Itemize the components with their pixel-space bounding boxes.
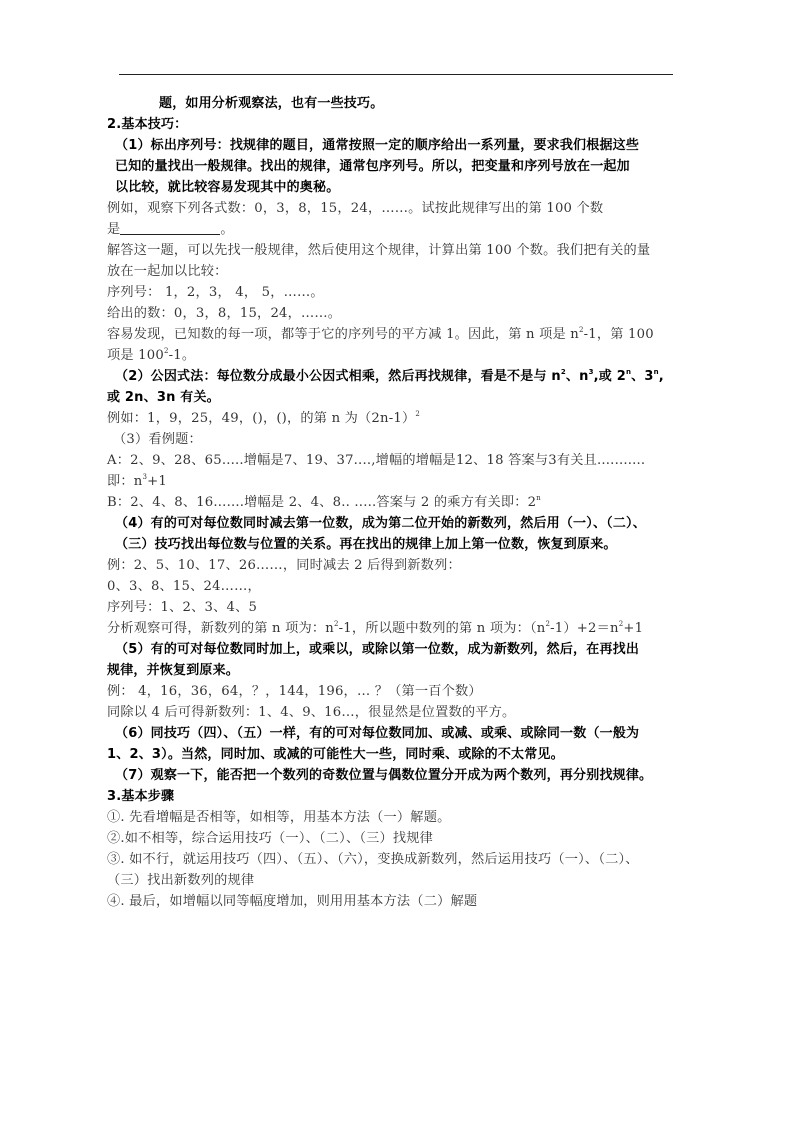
text-span: -1）+2＝n bbox=[550, 621, 619, 636]
section-heading-basic-steps: 3.基本步骤 bbox=[107, 789, 175, 804]
text-span: +1 bbox=[147, 474, 167, 489]
example-line: 例：2、5、10、17、26……，同时减去 2 后得到新数列： bbox=[107, 558, 461, 573]
text-span: -1，所以题中数列的第 n 项为：（n bbox=[338, 621, 546, 636]
superscript: 2 bbox=[560, 368, 566, 376]
text-span: （2）公因式法：每位数分成最小公因式相乘，然后再找规律，看是不是与 n bbox=[115, 369, 561, 384]
step-3-continued: （三）找出新数列的规律 bbox=[107, 873, 255, 888]
example-line: 同除以 4 后可得新数列：1、4、9、16…，很显然是位置数的平方。 bbox=[107, 705, 516, 720]
example-line bbox=[107, 408, 677, 429]
superscript: n bbox=[536, 494, 541, 502]
step-2: ②.如不相等，综合运用技巧（一）、（二）、（三）找规律 bbox=[107, 831, 434, 846]
sequence-values-line: 给出的数：0，3，8，15，24，……。 bbox=[107, 306, 342, 321]
text-span: ,或 2 bbox=[593, 369, 626, 384]
superscript: 3 bbox=[142, 473, 148, 481]
superscript: 2 bbox=[618, 620, 624, 628]
example-a-line: A：2、9、28、65.....增幅是7、19、37....,增幅的增幅是12、18 答案与3有关且........... bbox=[107, 453, 646, 468]
superscript: 2 bbox=[578, 326, 584, 334]
example-answer-line bbox=[107, 219, 677, 240]
solution-conclusion-line bbox=[107, 345, 677, 366]
technique-3-heading: （3）看例题： bbox=[113, 432, 202, 447]
text-span: 、3 bbox=[631, 369, 654, 384]
text-span: 容易发现，已知数的每一项，都等于它的序列号的平方减 1。因此，第 n 项是 n bbox=[107, 327, 579, 342]
text-span: 例如：1，9，25，49，()，()，的第 n 为（2n-1） bbox=[107, 411, 416, 426]
technique-7-line: （7）观察一下，能否把一个数列的奇数位置与偶数位置分开成为两个数列，再分别找规律。 bbox=[115, 768, 653, 783]
superscript: 2 bbox=[163, 347, 169, 355]
technique-1-line: 已知的量找出一般规律。找出的规律，通常包序列号。所以，把变量和序列号放在一起加 bbox=[115, 159, 630, 174]
example-line: 例： 4，16，36，64，？，144，196，… ？（第一百个数） bbox=[107, 684, 482, 699]
sequence-index-line: 序列号： 1，2，3， 4， 5，……。 bbox=[107, 285, 324, 300]
example-line: 例如，观察下列各式数：0，3，8，15，24，……。试按此规律写出的第 100 个数 bbox=[107, 201, 604, 216]
technique-5-line: （5）有的可对每位数同时加上，或乘以，或除以第一位数，成为新数列，然后，在再找出 bbox=[115, 642, 640, 657]
text-span: 即：n bbox=[107, 474, 143, 489]
technique-4-line: （三）技巧找出每位数与位置的关系。再在找出的规律上加上第一位数，恢复到原来。 bbox=[115, 537, 617, 552]
technique-6-line: 1、2、3）。当然，同时加、或减的可能性大一些，同时乘、或除的不太常见。 bbox=[107, 747, 564, 762]
example-line: 0、3、8、15、24……， bbox=[107, 579, 261, 594]
step-1: ①. 先看增幅是否相等，如相等，用基本方法（一）解题。 bbox=[107, 810, 451, 825]
text-span: , bbox=[658, 369, 664, 384]
superscript: 3 bbox=[588, 368, 594, 376]
technique-6-line: （6）同技巧（四）、（五）一样，有的可对每位数同加、或减、或乘、或除同一数（一般为 bbox=[115, 726, 640, 741]
superscript: 2 bbox=[415, 410, 421, 418]
technique-1-line: （1）标出序列号：找规律的题目，通常按照一定的顺序给出一系列量，要求我们根据这些 bbox=[115, 138, 640, 153]
sequence-index-line: 序列号：1、2、3、4、5 bbox=[107, 600, 258, 615]
header-rule bbox=[119, 74, 673, 75]
text-span: B：2、4、8、16.......增幅是 2、4、8.. .....答案与 2 的乘方有关即：2 bbox=[107, 495, 537, 510]
technique-2-line: 或 2n、3n 有关。 bbox=[107, 390, 220, 405]
text-span: +1 bbox=[623, 621, 644, 636]
step-4: ④. 最后，如增幅以同等幅度增加，则用用基本方法（二）解题 bbox=[107, 894, 478, 909]
analysis-line bbox=[107, 618, 677, 639]
section-heading-basic-techniques: 2.基本技巧： bbox=[107, 117, 188, 132]
technique-5-line: 规律，并恢复到原来。 bbox=[107, 663, 240, 678]
answer-blank bbox=[120, 221, 220, 235]
solution-conclusion-line bbox=[107, 324, 677, 345]
text-span: -1。 bbox=[168, 348, 196, 363]
document-body bbox=[107, 93, 677, 912]
text-span: -1，第 100 bbox=[583, 327, 654, 342]
superscript: 2 bbox=[545, 620, 551, 628]
answer-prefix: 是 bbox=[107, 222, 121, 237]
solution-line: 解答这一题，可以先找一般规律，然后使用这个规律，计算出第 100 个数。我们把有关的量 bbox=[107, 243, 651, 258]
example-a-answer bbox=[107, 471, 677, 492]
technique-1-line: 以比较，就比较容易发现其中的奥秘。 bbox=[115, 180, 340, 195]
step-3: ③. 如不行，就运用技巧（四）、（五）、（六），变换成新数列，然后运用技巧（一）、（二）、 bbox=[107, 852, 639, 867]
solution-line: 放在一起加以比较： bbox=[107, 264, 228, 279]
example-b-line bbox=[107, 492, 677, 513]
technique-2-line bbox=[107, 366, 677, 387]
answer-suffix: 。 bbox=[220, 222, 234, 237]
superscript: n bbox=[653, 368, 659, 376]
superscript: n bbox=[625, 368, 632, 376]
continuation-line: 题，如用分析观察法，也有一些技巧。 bbox=[159, 96, 384, 111]
text-span: 、n bbox=[565, 369, 589, 384]
text-span: 分析观察可得，新数列的第 n 项为：n bbox=[107, 621, 334, 636]
superscript: 2 bbox=[333, 620, 339, 628]
technique-4-line: （4）有的可对每位数同时减去第一位数，成为第二位开始的新数列，然后用（一）、（二）、 bbox=[115, 516, 646, 531]
text-span: 项是 100 bbox=[107, 348, 164, 363]
